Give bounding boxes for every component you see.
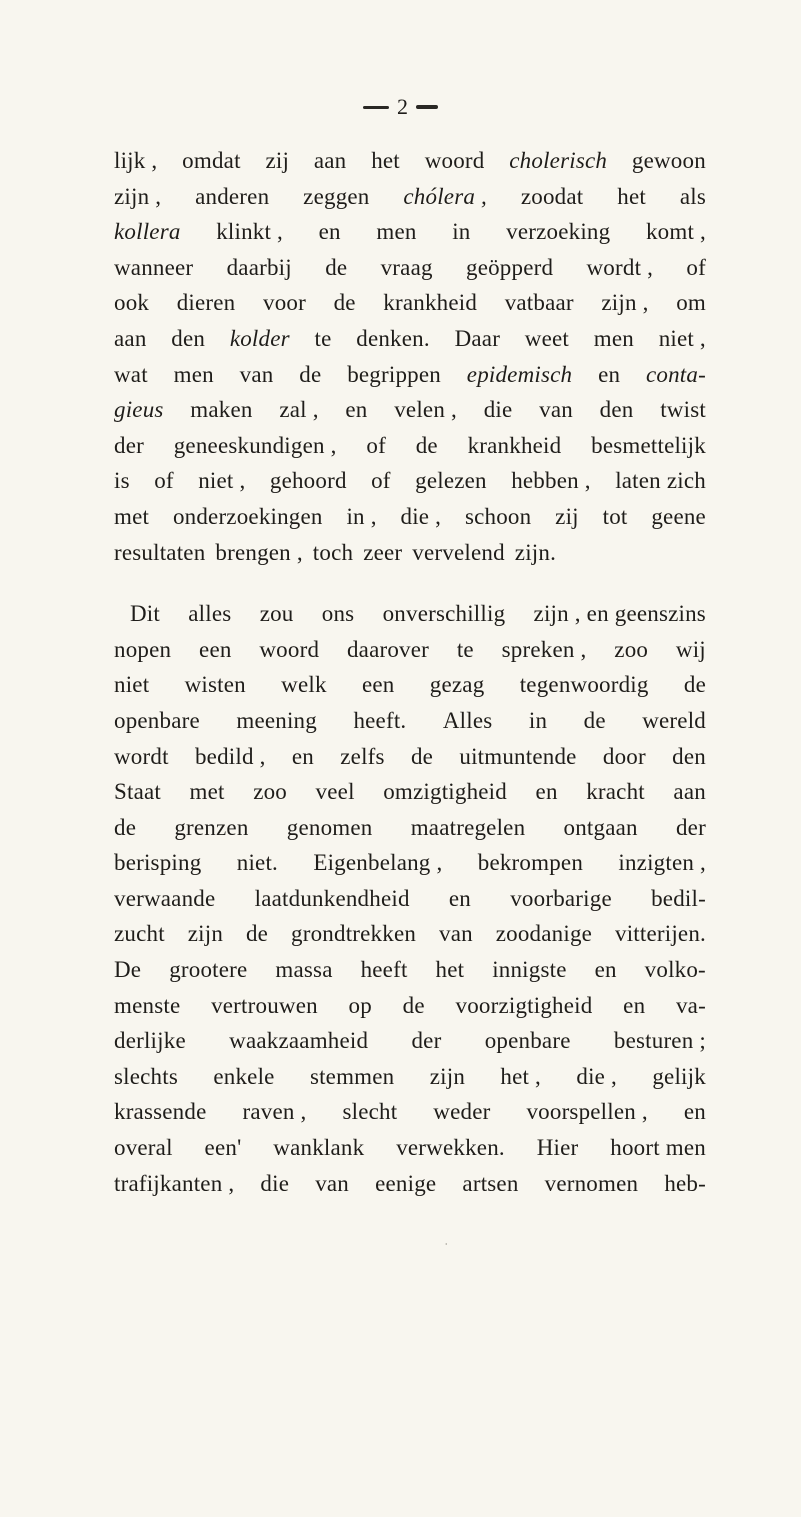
word: en	[683, 1099, 706, 1125]
word: wordt	[114, 743, 169, 769]
word: openbare	[484, 1028, 571, 1054]
text-line	[114, 433, 706, 469]
text-line	[114, 148, 706, 184]
word: aan	[673, 779, 706, 805]
text-line	[114, 779, 706, 815]
word: klinkt ,	[216, 219, 283, 245]
word: wereld	[642, 707, 706, 733]
italic-word: conta-	[645, 361, 706, 387]
word: vitterijen.	[615, 921, 706, 947]
word: die	[260, 1170, 290, 1196]
word: waakzaamheid	[229, 1028, 369, 1054]
word: niet ,	[198, 468, 246, 494]
word: genomen	[286, 814, 373, 840]
word: wisten	[184, 672, 246, 698]
word: nopen	[114, 636, 172, 662]
word: op	[348, 992, 372, 1018]
word: den	[171, 325, 206, 351]
word: een	[361, 672, 395, 698]
word: krankheid	[383, 290, 478, 316]
stray-mark: ˈ	[444, 1240, 449, 1255]
word: weder	[433, 1099, 491, 1125]
word: de	[410, 743, 434, 769]
word: krassende	[114, 1099, 207, 1125]
word: zal ,	[279, 397, 319, 423]
word: Daar	[454, 325, 501, 351]
word: en	[598, 361, 621, 387]
word: schoon	[464, 503, 532, 529]
word: geöpperd	[466, 254, 554, 280]
word: en	[448, 885, 471, 911]
word: stemmen	[309, 1063, 395, 1089]
word: vatbaar	[504, 290, 574, 316]
word: der	[114, 432, 144, 458]
word: overal	[114, 1135, 173, 1161]
word: van	[539, 397, 573, 423]
text-line	[114, 1171, 706, 1207]
word: maken	[190, 397, 253, 423]
word: men	[593, 325, 634, 351]
text-line	[114, 184, 706, 220]
word: geene	[651, 503, 706, 529]
italic-word: gieus	[114, 397, 164, 423]
word: meening	[236, 707, 317, 733]
word: door	[602, 743, 646, 769]
word: als	[679, 183, 706, 209]
word: Hier	[536, 1135, 579, 1161]
text-line	[114, 504, 706, 540]
word: in	[452, 219, 471, 245]
text-line	[114, 326, 706, 362]
word: zijn	[187, 921, 224, 947]
word: massa	[275, 957, 333, 983]
word: den	[672, 743, 706, 769]
text-line	[114, 957, 706, 993]
word: vervelend	[412, 539, 505, 565]
word: bedil-	[651, 885, 706, 911]
text-line	[114, 815, 706, 851]
text-line	[114, 1135, 706, 1171]
paragraph	[114, 148, 706, 575]
word: de	[114, 814, 137, 840]
word: in	[528, 707, 548, 733]
word: niet.	[236, 850, 278, 876]
text-line	[114, 362, 706, 398]
word: die ,	[576, 1063, 617, 1089]
word: tegenwoordig	[519, 672, 649, 698]
word: van	[239, 361, 274, 387]
word: voorzigtigheid	[455, 992, 593, 1018]
word: zou	[259, 601, 294, 627]
word: lijk ,	[114, 148, 158, 173]
word: zoo	[614, 636, 649, 662]
word: komt ,	[645, 219, 706, 245]
word: hebben ,	[511, 468, 591, 494]
word: gelezen	[415, 468, 487, 494]
word: vernomen	[544, 1170, 639, 1196]
word: daarbij	[226, 254, 292, 280]
italic-word: cholerisch	[509, 148, 608, 173]
word: inzigten ,	[618, 850, 706, 876]
word: wat	[114, 361, 148, 387]
word: niet	[114, 672, 150, 698]
word: in ,	[346, 503, 377, 529]
word: gewoon	[631, 148, 706, 173]
word: zijn ,	[114, 183, 162, 209]
word: trafijkanten ,	[114, 1170, 235, 1196]
word: vraag	[380, 254, 433, 280]
word: of	[366, 432, 386, 458]
word: den	[599, 397, 634, 423]
word: de	[333, 290, 356, 316]
word: geneeskundigen ,	[173, 432, 337, 458]
text-line	[114, 744, 706, 780]
italic-word: epidemisch	[466, 361, 573, 387]
word: zijn	[429, 1063, 466, 1089]
word: bedild ,	[194, 743, 266, 769]
word: met	[189, 779, 225, 805]
header-dash-left	[363, 106, 389, 109]
word: voorbarige	[510, 885, 612, 911]
word: kracht	[586, 779, 645, 805]
word: veel	[315, 779, 355, 805]
word: der	[411, 1028, 442, 1054]
word: Alles	[442, 707, 493, 733]
word: woord	[259, 636, 320, 662]
text-line	[114, 637, 706, 673]
word: slechts	[114, 1063, 178, 1089]
word: dieren	[176, 290, 236, 316]
word: of	[154, 468, 174, 494]
text-line	[114, 290, 706, 326]
word: is	[114, 468, 130, 494]
word: denken.	[356, 325, 430, 351]
word: wordt ,	[586, 254, 654, 280]
word: de	[683, 672, 706, 698]
word: en	[594, 957, 617, 983]
word: het ,	[500, 1063, 542, 1089]
italic-word: kollera	[114, 219, 181, 245]
word: wanklank	[273, 1135, 365, 1161]
text-line	[114, 672, 706, 708]
word: heeft	[360, 957, 408, 983]
word: brengen ,	[215, 539, 303, 565]
text-line	[114, 993, 706, 1029]
word: hoort men	[610, 1135, 706, 1161]
word: zeer	[363, 539, 403, 565]
word: onverschillig	[382, 601, 506, 627]
word: voorspellen ,	[526, 1099, 648, 1125]
word: zijn ,	[601, 290, 649, 316]
word: vertrouwen	[211, 992, 318, 1018]
word: daarover	[346, 636, 430, 662]
page-header	[0, 92, 801, 122]
word: ontgaan	[563, 814, 638, 840]
word: slecht	[342, 1099, 398, 1125]
body-text	[114, 148, 706, 1206]
paragraph	[114, 601, 706, 1206]
word: van	[439, 921, 473, 947]
text-line	[114, 255, 706, 291]
text-line	[114, 601, 706, 637]
word: zijn.	[514, 539, 557, 565]
word: resultaten	[114, 539, 206, 565]
page-number: 2	[397, 94, 408, 119]
word: de	[402, 992, 425, 1018]
word: grondtrekken	[291, 921, 417, 947]
word: omdat	[182, 148, 241, 173]
word: gelijk	[652, 1063, 706, 1089]
word: zijn , en geenszins	[533, 601, 706, 627]
word: omzigtigheid	[383, 779, 507, 805]
word: zij	[555, 503, 579, 529]
word: laten zich	[615, 468, 706, 494]
text-line	[114, 850, 706, 886]
word: te	[314, 325, 332, 351]
word: De	[114, 957, 142, 983]
word: een'	[204, 1135, 242, 1161]
word: wanneer	[114, 254, 194, 280]
word: alles	[188, 601, 232, 627]
word: besturen ;	[613, 1028, 706, 1054]
word: wij	[675, 636, 706, 662]
text-line	[114, 1028, 706, 1064]
text-line	[114, 921, 706, 957]
text-line	[114, 468, 706, 504]
word: men	[376, 219, 417, 245]
italic-word: kolder	[229, 325, 290, 351]
word: raven ,	[242, 1099, 307, 1125]
word: Eigenbelang ,	[313, 850, 443, 876]
word: het	[435, 957, 465, 983]
word: der	[675, 814, 706, 840]
text-line	[114, 708, 706, 744]
word: een	[199, 636, 232, 662]
word: om	[676, 290, 706, 316]
word: die ,	[400, 503, 442, 529]
word: de	[415, 432, 438, 458]
word: aan	[313, 148, 347, 173]
word: gezag	[429, 672, 485, 698]
word: besmettelijk	[591, 432, 706, 458]
word: velen ,	[394, 397, 457, 423]
word: woord	[424, 148, 485, 173]
word: ook	[114, 290, 150, 316]
word: zucht	[114, 921, 165, 947]
word: laatdunkendheid	[254, 885, 410, 911]
word: menste	[114, 992, 181, 1018]
word: zeggen	[303, 183, 370, 209]
word: zoodanige	[495, 921, 593, 947]
word: de	[245, 921, 269, 947]
word: openbare	[114, 707, 200, 733]
word: verwaande	[114, 885, 216, 911]
text-line	[114, 1064, 706, 1100]
word: heeft.	[353, 707, 407, 733]
word: ons	[321, 601, 355, 627]
word: krankheid	[467, 432, 562, 458]
italic-word: chólera ,	[403, 183, 487, 209]
word: gehoord	[269, 468, 347, 494]
word: derlijke	[114, 1028, 186, 1054]
word: of	[371, 468, 391, 494]
word: uitmuntende	[459, 743, 577, 769]
word: niet ,	[658, 325, 706, 351]
text-line	[114, 540, 706, 576]
word: bekrompen	[477, 850, 584, 876]
word: volko-	[644, 957, 706, 983]
word: weet	[524, 325, 570, 351]
word: grenzen	[174, 814, 249, 840]
word: voor	[263, 290, 306, 316]
word: zij	[265, 148, 290, 173]
word: het	[371, 148, 400, 173]
word: welk	[281, 672, 327, 698]
word: aan	[114, 325, 147, 351]
word: berisping	[114, 850, 202, 876]
word: artsen	[462, 1170, 519, 1196]
word: en	[345, 397, 368, 423]
header-dash-right	[416, 105, 438, 109]
word: het	[617, 183, 646, 209]
word: innigste	[492, 957, 567, 983]
word: maatregelen	[410, 814, 526, 840]
word: va-	[675, 992, 706, 1018]
word: en	[535, 779, 558, 805]
word: verwekken.	[396, 1135, 505, 1161]
word: van	[315, 1170, 350, 1196]
word: zelfs	[340, 743, 385, 769]
word: te	[456, 636, 474, 662]
word: toch	[312, 539, 354, 565]
word: de	[583, 707, 606, 733]
word: en	[623, 992, 646, 1018]
text-line	[114, 219, 706, 255]
word: tot	[602, 503, 628, 529]
word: enkele	[213, 1063, 275, 1089]
word: twist	[660, 397, 706, 423]
text-line	[114, 397, 706, 433]
word: of	[686, 254, 706, 280]
word: begrippen	[347, 361, 441, 387]
word: met	[114, 503, 150, 529]
word: die	[483, 397, 513, 423]
word: onderzoekingen	[172, 503, 323, 529]
text-line	[114, 1099, 706, 1135]
word: Dit	[130, 601, 160, 627]
word: anderen	[195, 183, 270, 209]
word: heb-	[664, 1170, 706, 1196]
word: grootere	[169, 957, 248, 983]
word: de	[325, 254, 348, 280]
word: spreken ,	[501, 636, 587, 662]
text-line	[114, 886, 706, 922]
word: eenige	[375, 1170, 437, 1196]
word: de	[299, 361, 322, 387]
word: Staat	[114, 779, 161, 805]
word: men	[173, 361, 214, 387]
word: zoodat	[520, 183, 584, 209]
word: verzoeking	[506, 219, 611, 245]
word: en	[291, 743, 314, 769]
word: zoo	[253, 779, 287, 805]
word: en	[318, 219, 341, 245]
